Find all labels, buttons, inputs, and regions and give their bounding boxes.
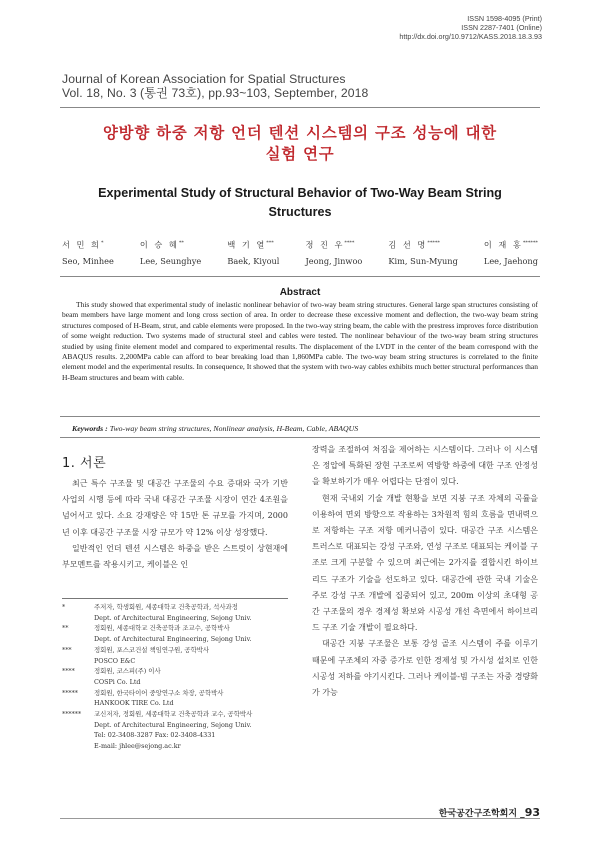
author-en: Baek, Kiyoul (227, 255, 280, 266)
author-3 (227, 235, 279, 269)
footnote-line: Dept. of Architectural Engineering, Sejong Univ. (94, 720, 252, 729)
author-mark: ***** (427, 240, 440, 246)
body-right-column (312, 442, 538, 701)
footer-journal: 한국공간구조학회지 _ (438, 809, 525, 819)
title-korean (60, 123, 540, 165)
header-rule (60, 107, 540, 108)
footnote-line: 교신저자, 정회원, 세종대학교 건축공학과 교수, 공학박사 (94, 710, 253, 719)
paragraph: 일반적인 언더 텐션 시스템은 하중을 받은 스트럿이 상현재에 부모멘트를 작용시키고, 케이블은 인 (62, 543, 288, 570)
paragraph: 최근 특수 구조물 및 대공간 구조물의 수요 증대와 국가 기반 사업의 시행 등에 따라 국내 대공간 구조물 시장이 연간 4조원을 넘어서고 있다. 소요 강재량은 약 15만 톤 규모를 가지며, 2000년 이후 대공간 구조물 시장 규모가 약 12% 이상 성장했다. (62, 479, 288, 537)
author-en: Lee, Jaehong (483, 255, 538, 266)
keywords-rule (60, 437, 540, 438)
title-english-line2: Structures (268, 205, 332, 219)
footnote-email[interactable]: E-mail: jhlee@sejong.ac.kr (94, 742, 181, 751)
issn-block (399, 14, 542, 42)
author-en: Lee, Seunghye (139, 255, 202, 266)
footnote-1 (62, 602, 302, 613)
footnote-line: Dept. of Architectural Engineering, Sejong Univ. (94, 635, 252, 644)
author-en: Kim, Sun-Myung (388, 255, 458, 266)
author-ko: 서 민 희 (62, 239, 101, 250)
abstract-body (62, 300, 538, 383)
footnote-3 (62, 645, 302, 656)
author-ko: 정 진 우 (305, 239, 345, 250)
keywords-label: Keywords : (72, 424, 108, 433)
footnote-mark: ***** (62, 688, 78, 697)
author-4 (305, 235, 362, 269)
issn-online: ISSN 2287-7401 (Online) (461, 23, 542, 33)
author-mark: ****** (522, 240, 538, 246)
author-mark: ** (178, 240, 184, 246)
author-6 (484, 235, 538, 269)
footnote-line: Dept. of Architectural Engineering, Sejong Univ. (94, 613, 252, 622)
footnote-line: 정회원, 코스피(주) 이사 (94, 667, 161, 676)
footnote-mark: **** (62, 667, 75, 676)
footnote-line: 정회원, 한국타이어 중앙연구소 차장, 공학박사 (94, 688, 224, 697)
journal-header (62, 72, 368, 101)
body-left-column (62, 476, 288, 573)
author-1 (62, 235, 114, 269)
footnote-4 (62, 666, 302, 677)
footnote-line: HANKOOK TIRE Co. Ltd (94, 699, 174, 708)
author-list (62, 235, 538, 269)
footnote-line: Tel: 02-3408-3287 Fax: 02-3408-4331 (94, 731, 216, 740)
issn-print: ISSN 1598-4095 (Print) (467, 14, 542, 23)
footnote-line: POSCO E&C (94, 656, 136, 665)
abstract-heading: Abstract (279, 287, 321, 298)
author-mark: **** (344, 240, 355, 246)
author-en: Jeong, Jinwoo (305, 255, 363, 266)
paragraph: 대공간 지붕 구조물은 보통 강성 골조 시스템이 주를 이루기 때문에 구조체의 자중 증가로 인한 경제성 및 가시성 설치로 인한 시공성 저하를 야기시킨다. 그러나 케이블-빔 구조는 자중 경량화가 가능 (312, 639, 538, 698)
footnote-rule (62, 598, 288, 599)
journal-name: Journal of Korean Association for Spatial Structures (62, 72, 346, 86)
keywords (72, 424, 358, 433)
doi-link[interactable]: http://dx.doi.org/10.9712/KASS.2018.18.3.93 (399, 32, 542, 42)
title-korean-line2: 실험 연구 (265, 145, 335, 163)
footnote-line: COSPi Co. Ltd (94, 677, 141, 686)
author-mark: * (100, 240, 104, 246)
paragraph: 장력을 조절하여 처짐을 제어하는 시스템이다. 그러나 이 시스템은 정압에 특화된 장현 구조로써 역방향 하중에 대한 구조 안정성을 확보하기가 매우 어렵다는 단점이 있다. (312, 445, 538, 487)
title-english (60, 184, 540, 222)
title-english-line1: Experimental Study of Structural Behavior of Two-Way Beam String (98, 186, 502, 200)
footnote-mark: * (62, 603, 66, 611)
section-heading: 1. 서론 (62, 456, 107, 471)
footer-rule (60, 818, 540, 819)
journal-volume: Vol. 18, No. 3 (통권 73호), pp.93~103, September, 2018 (62, 86, 369, 101)
footnote-mark: ****** (62, 710, 82, 719)
author-5 (388, 235, 457, 269)
author-ko: 이 승 혜 (139, 239, 179, 250)
footnote-line: 정회원, 세종대학교 건축공학과 조교수, 공학박사 (94, 624, 230, 633)
footnote-line: 주저자, 학생회원, 세종대학교 건축공학과, 석사과정 (94, 603, 238, 611)
footnote-mark: ** (62, 624, 69, 633)
footnote-6 (62, 709, 302, 720)
abstract-top-rule (60, 276, 540, 277)
author-ko: 이 재 홍 (483, 239, 523, 250)
footnote-5 (62, 688, 302, 699)
paragraph: 현재 국내외 기술 개발 현황을 보면 지붕 구조 자체의 곡률을 이용하여 면외 방향으로 작용하는 3차원적 힘의 흐름을 면내력으로 저항하는 구조 저항 메커니즘이 있다. 대공간 구조 시스템은 트러스로 대표되는 강성 구조와, 연성 구조로 대표되는 케이블 구조로 크게 구분할 수 있으며 최근에는 2가지를 결합시킨 하이브리드 구조가 기술을 선도하고 있다. 대공간에 관한 국내 기술은 주로 강성 구조 개발에 집중되어 있고, 200m 이상의 초대형 공간 구조물의 경우 경제성 확보와 시공성 개선 측면에서 하이브리드 구조 기술 개발이 필요하다. (312, 493, 538, 633)
abstract-text: This study showed that experimental study of inelastic nonlinear behavior of two-way beam string structures. General large span structures consisting of beam members have large moment and long cross section of area. In order to decrease these excessive moment and deflection, the two-way beam string structures composed of H-Beam, strut, and cable elements were proposed. In the two-way string beam, the cable with the prestress improves force distribution of some weight reduction. Two systems made of structural steel and cables were tested. The nonlinear behaviour of the two-way beam string structures studied by using finite element model and compared to experimental results. The displacement of the LVDT in the center of the beam correspond with the ABAQUS results. 2,200MPa cable can afford to bear breaking load than 1,860MPa cable. The two-way beam string structures is correlated to the finite element model and the experimental results. In consequence, It showed that the system with two-way cables exhibits much better structural performances than H-Beam structures and beam with cable. (62, 300, 538, 382)
author-2 (140, 235, 201, 269)
author-en: Seo, Minhee (62, 255, 114, 266)
author-ko: 김 선 명 (388, 239, 428, 250)
author-mark: *** (266, 240, 274, 246)
page-number: 93 (524, 806, 540, 819)
keywords-text: Two-way beam string structures, Nonlinear analysis, H-Beam, Cable, ABAQUS (109, 424, 359, 433)
author-ko: 백 기 열 (227, 239, 267, 250)
abstract-bottom-rule (60, 416, 540, 417)
footnote-mark: *** (62, 645, 72, 654)
footnotes (62, 602, 302, 752)
footnote-line: 정회원, 포스코건설 책임연구원, 공학박사 (94, 645, 210, 654)
title-korean-line1: 양방향 하중 저항 언더 텐션 시스템의 구조 성능에 대한 (103, 124, 497, 142)
footnote-2 (62, 623, 302, 634)
